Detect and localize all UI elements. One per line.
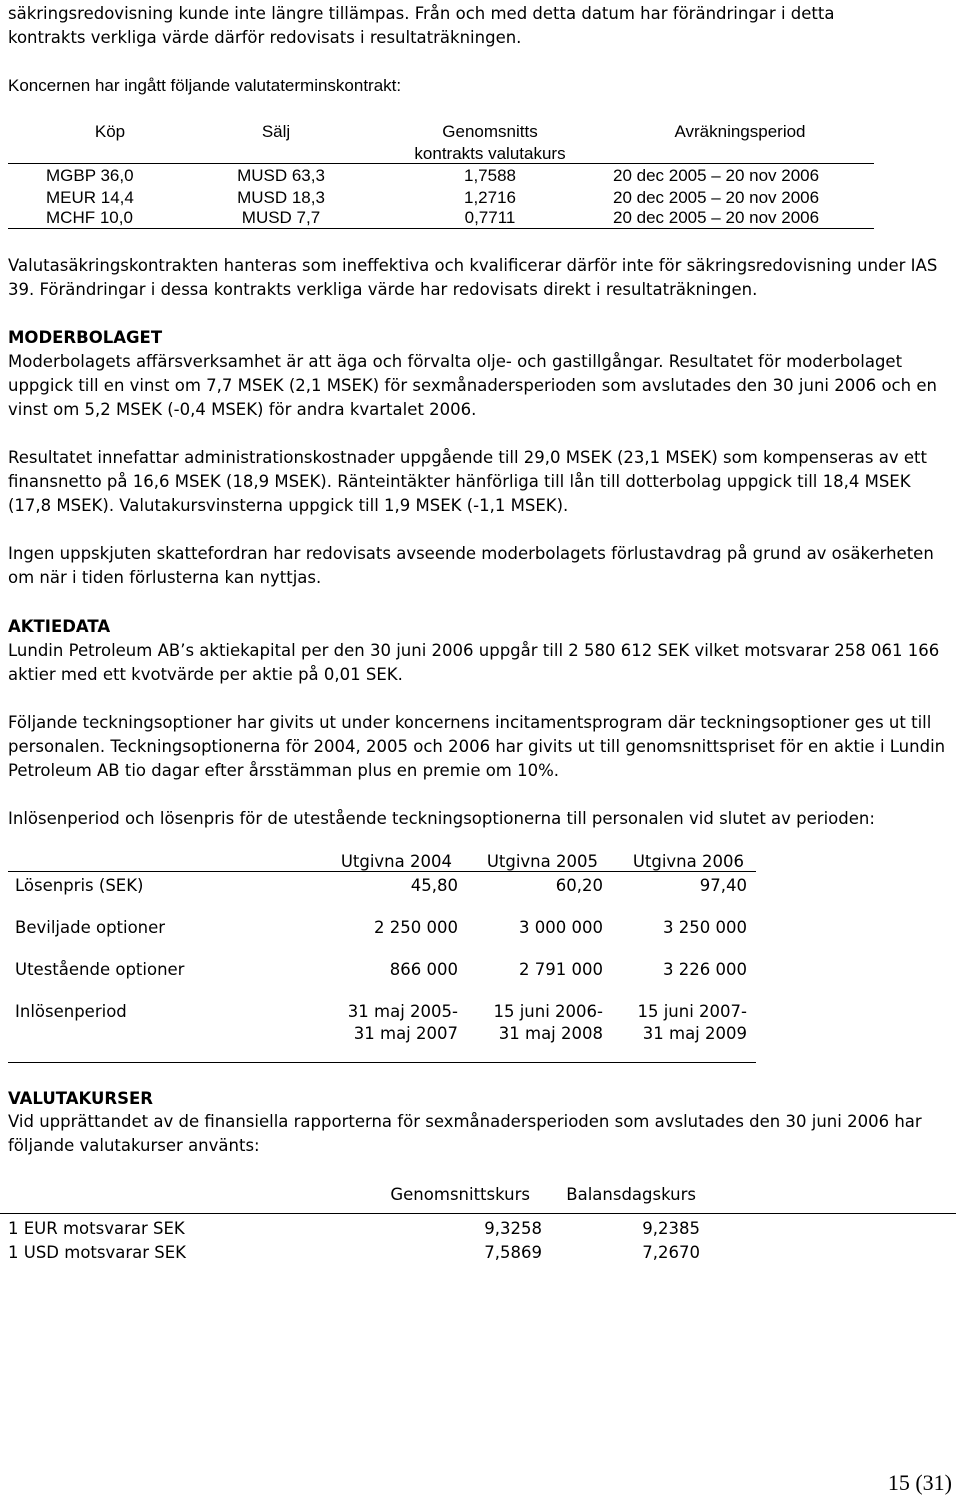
options-cell: 866 000 [389,960,458,979]
options-header-rule [8,871,756,872]
options-header-2005: Utgivna 2005 [486,852,598,871]
options-cell: 15 juni 2007- [637,1002,747,1021]
aktiedata-paragraph-3: Inlösenperiod och lösenpris för de utestående teckningsoptionerna till personalen vid slutet av perioden: [8,809,875,828]
intro-line-2: kontrakts verkliga värde därför redovisats i resultaträkningen. [8,28,522,47]
section-title-aktiedata: AKTIEDATA [8,617,111,636]
options-cell: 3 226 000 [663,960,747,979]
currency-cell: 9,3258 [484,1219,542,1238]
options-cell: 3 000 000 [519,918,603,937]
options-cell: 97,40 [699,876,747,895]
currency-cell: 7,5869 [484,1243,542,1262]
col-header-kop: Köp [94,122,126,141]
options-cell: 2 791 000 [519,960,603,979]
col-header-genomsnitts: Genomsnitts [442,122,538,141]
col-header-genomsnitts-2: kontrakts valutakurs [414,144,566,163]
intro-line-1: säkringsredovisning kunde inte längre tillämpas. Från och med detta datum har förändringar i detta [8,4,835,23]
cell-salj: MUSD 18,3 [237,188,325,207]
cell-salj: MUSD 7,7 [241,208,321,227]
forward-contracts-heading: Koncernen har ingått följande valutaterminskontrakt: [8,76,402,95]
options-header-2006: Utgivna 2006 [632,852,744,871]
options-row-label: Lösenpris (SEK) [15,876,144,895]
col-header-avrakning: Avräkningsperiod [674,122,806,141]
section-title-valutakurser: VALUTAKURSER [8,1089,153,1108]
header-rule [8,163,874,164]
currency-header-avg: Genomsnittskurs [390,1185,530,1204]
valutakurser-paragraph: Vid upprättandet av de finansiella rapporterna för sexmånadersperioden som avslutades den 30 juni 2006 har följande valutakurser använts: [8,1112,922,1155]
currency-row-label: 1 USD motsvarar SEK [8,1243,186,1262]
options-cell: 60,20 [555,876,603,895]
options-cell: 31 maj 2007 [353,1024,458,1043]
cell-kop: MGBP 36,0 [46,166,134,185]
currency-cell: 7,2670 [642,1243,700,1262]
options-footer-rule [8,1062,756,1063]
forward-contracts-note: Valutasäkringskontrakten hanteras som ineffektiva och kvalificerar därför inte för säkringsredovisning under IAS 39. Förändringar i dessa kontrakts verkliga värde har redovisats direkt i resultaträkningen. [8,256,938,299]
options-cell: 15 juni 2006- [493,1002,603,1021]
cell-period: 20 dec 2005 – 20 nov 2006 [613,208,820,227]
options-row-label: Beviljade optioner [15,918,166,937]
cell-kurs: 1,2716 [464,188,516,207]
cell-kop: MCHF 10,0 [46,208,133,227]
cell-kurs: 1,7588 [464,166,516,185]
moderbolaget-paragraph-3: Ingen uppskjuten skattefordran har redovisats avseende moderbolagets förlustavdrag på grund av osäkerheten om när i tiden förlusterna kan nyttjas. [8,544,934,587]
options-cell: 31 maj 2008 [498,1024,603,1043]
cell-period: 20 dec 2005 – 20 nov 2006 [613,188,820,207]
cell-period: 20 dec 2005 – 20 nov 2006 [613,166,820,185]
cell-kop: MEUR 14,4 [46,188,134,207]
currency-cell: 9,2385 [642,1219,700,1238]
options-cell: 2 250 000 [374,918,458,937]
options-cell: 45,80 [410,876,458,895]
options-cell: 31 maj 2005- [347,1002,458,1021]
currency-header-balance: Balansdagskurs [566,1185,696,1204]
moderbolaget-paragraph-1: Moderbolagets affärsverksamhet är att äga och förvalta olje- och gastillgångar. Resultatet för moderbolaget uppgick till en vinst om 7,7 MSEK (2,1 MSEK) för sexmånadersperioden som avslutades den 30 juni 2006 och en vinst om 5,2 MSEK (-0,4 MSEK) för andra kvartalet 2006. [8,352,937,419]
currency-header-rule [0,1213,956,1214]
page-number: 15 (31) [887,1470,952,1495]
aktiedata-paragraph-2: Följande teckningsoptioner har givits ut under koncernens incitamentsprogram där teckningsoptioner ges ut till personalen. Teckningsoptionerna för 2004, 2005 och 2006 har givits ut till genomsnittspriset för en aktie i Lundin Petroleum AB tio dagar efter årsstämman plus en premie om 10%. [8,713,946,780]
options-cell: 31 maj 2009 [642,1024,747,1043]
aktiedata-paragraph-1: Lundin Petroleum AB’s aktiekapital per den 30 juni 2006 uppgår till 2 580 612 SEK vilket motsvarar 258 061 166 aktier med ett kvotvärde per aktie på 0,01 SEK. [8,641,940,684]
options-row-label: Inlösenperiod [15,1002,127,1021]
moderbolaget-paragraph-2: Resultatet innefattar administrationskostnader uppgående till 29,0 MSEK (23,1 MSEK) som kompenseras av ett finansnetto på 16,6 MSEK (18,9 MSEK). Ränteintäkter hänförliga till lån till dotterbolag uppgick till 18,4 MSEK (17,8 MSEK). Valutakursvinsterna uppgick till 1,9 MSEK (-1,1 MSEK). [8,448,927,515]
cell-kurs: 0,7711 [464,208,516,227]
col-header-salj: Sälj [261,122,291,141]
cell-salj: MUSD 63,3 [237,166,325,185]
options-cell: 3 250 000 [663,918,747,937]
section-title-moderbolaget: MODERBOLAGET [8,328,163,347]
options-row-label: Utestående optioner [15,960,185,979]
currency-row-label: 1 EUR motsvarar SEK [8,1219,185,1238]
options-header-2004: Utgivna 2004 [340,852,452,871]
footer-rule [8,228,874,229]
